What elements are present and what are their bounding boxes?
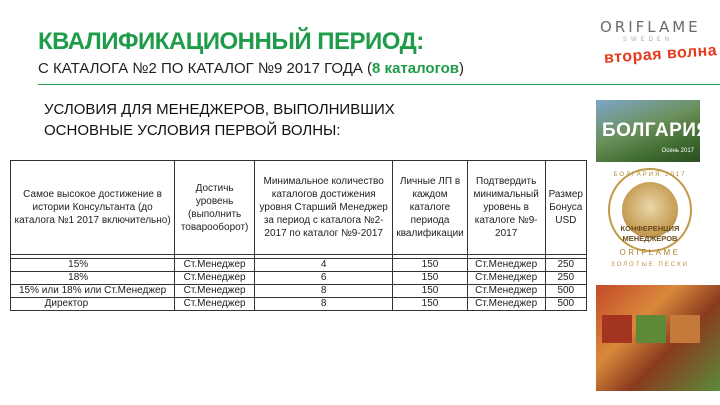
cell-personal-points: 150 [393,298,467,311]
cell-achievement: Директор [11,298,175,311]
seal-top-text: БОЛГАРИЯ 2017 [613,172,687,178]
conditions-line-1: УСЛОВИЯ ДЛЯ МЕНЕДЖЕРОВ, ВЫПОЛНИВШИХ [44,101,395,118]
divider [38,84,720,85]
table-row [11,298,587,311]
cell-level: Ст.Менеджер [175,298,255,311]
cell-bonus: 250 [545,259,586,272]
slide-title: КВАЛИФИКАЦИОННЫЙ ПЕРИОД: [38,28,424,55]
cell-achievement: 15% или 18% или Ст.Менеджер [11,285,175,298]
period-text: С КАТАЛОГА №2 ПО КАТАЛОГ №9 2017 ГОДА ( [38,60,373,77]
cell-confirm-level: Ст.Менеджер [467,272,545,285]
promo-tile [670,315,700,343]
header-level: Достичь уровень (выполнить товарооборот) [175,161,255,255]
logo-brand: ORIFLAME [600,18,701,36]
seal-bottom-text: ЗОЛОТЫЕ ПЕСКИ [611,262,689,268]
header-min-catalogs: Минимальное количество каталогов достижения уровня Старший Менеджер за период с каталога №2-2017 по каталог №9-2017 [255,161,393,255]
cell-min-catalogs: 4 [255,259,393,272]
qualification-period [38,60,464,77]
cell-level: Ст.Менеджер [175,285,255,298]
cell-bonus: 500 [545,298,586,311]
conference-seal [604,168,696,298]
bulgaria-photo [596,100,711,162]
cell-confirm-level: Ст.Менеджер [467,298,545,311]
promo-tile [602,315,632,343]
table-row [11,285,587,298]
table-row [11,272,587,285]
seal-conf-line-2: МЕНЕДЖЕРОВ [622,234,678,243]
cell-bonus: 500 [545,285,586,298]
wave-label: вторая волна [603,42,718,67]
cell-confirm-level: Ст.Менеджер [467,259,545,272]
header-achievement: Самое высокое достижение в истории Консультанта (до каталога №1 2017 включительно) [11,161,175,255]
cell-min-catalogs: 8 [255,285,393,298]
cell-personal-points: 150 [393,285,467,298]
cell-min-catalogs: 6 [255,272,393,285]
conditions-line-2: ОСНОВНЫЕ УСЛОВИЯ ПЕРВОЙ ВОЛНЫ: [44,122,341,139]
table-row [11,259,587,272]
bulgaria-subtitle: Осень 2017 [661,148,694,154]
conditions-heading [44,99,395,141]
cell-min-catalogs: 8 [255,298,393,311]
oriflame-logo [600,18,701,43]
cell-level: Ст.Менеджер [175,272,255,285]
seal-conf-line-1: КОНФЕРЕНЦИЯ [620,224,680,233]
bonus-table [10,160,587,311]
cell-confirm-level: Ст.Менеджер [467,285,545,298]
header-confirm-level: Подтвердить минимальный уровень в каталоге №9-2017 [467,161,545,255]
cell-bonus: 250 [545,272,586,285]
bulgaria-title: БОЛГАРИЯ [602,120,711,141]
logo-tagline: SWEDEN [622,37,674,43]
header-bonus: Размер Бонуса USD [545,161,586,255]
cell-achievement: 18% [11,272,175,285]
cell-achievement: 15% [11,259,175,272]
header-personal-points: Личные ЛП в каждом каталоге периода квалификации [393,161,467,255]
period-close: ) [459,60,465,77]
cell-level: Ст.Менеджер [175,259,255,272]
cell-personal-points: 150 [393,259,467,272]
catalog-count: 8 каталогов [372,60,460,77]
table-header-row [11,161,587,255]
cell-personal-points: 150 [393,272,467,285]
promo-tile [636,315,666,343]
seal-conference-text [604,224,696,244]
seal-brand: ORIFLAME [619,248,681,257]
promo-photo-strip [596,285,720,391]
